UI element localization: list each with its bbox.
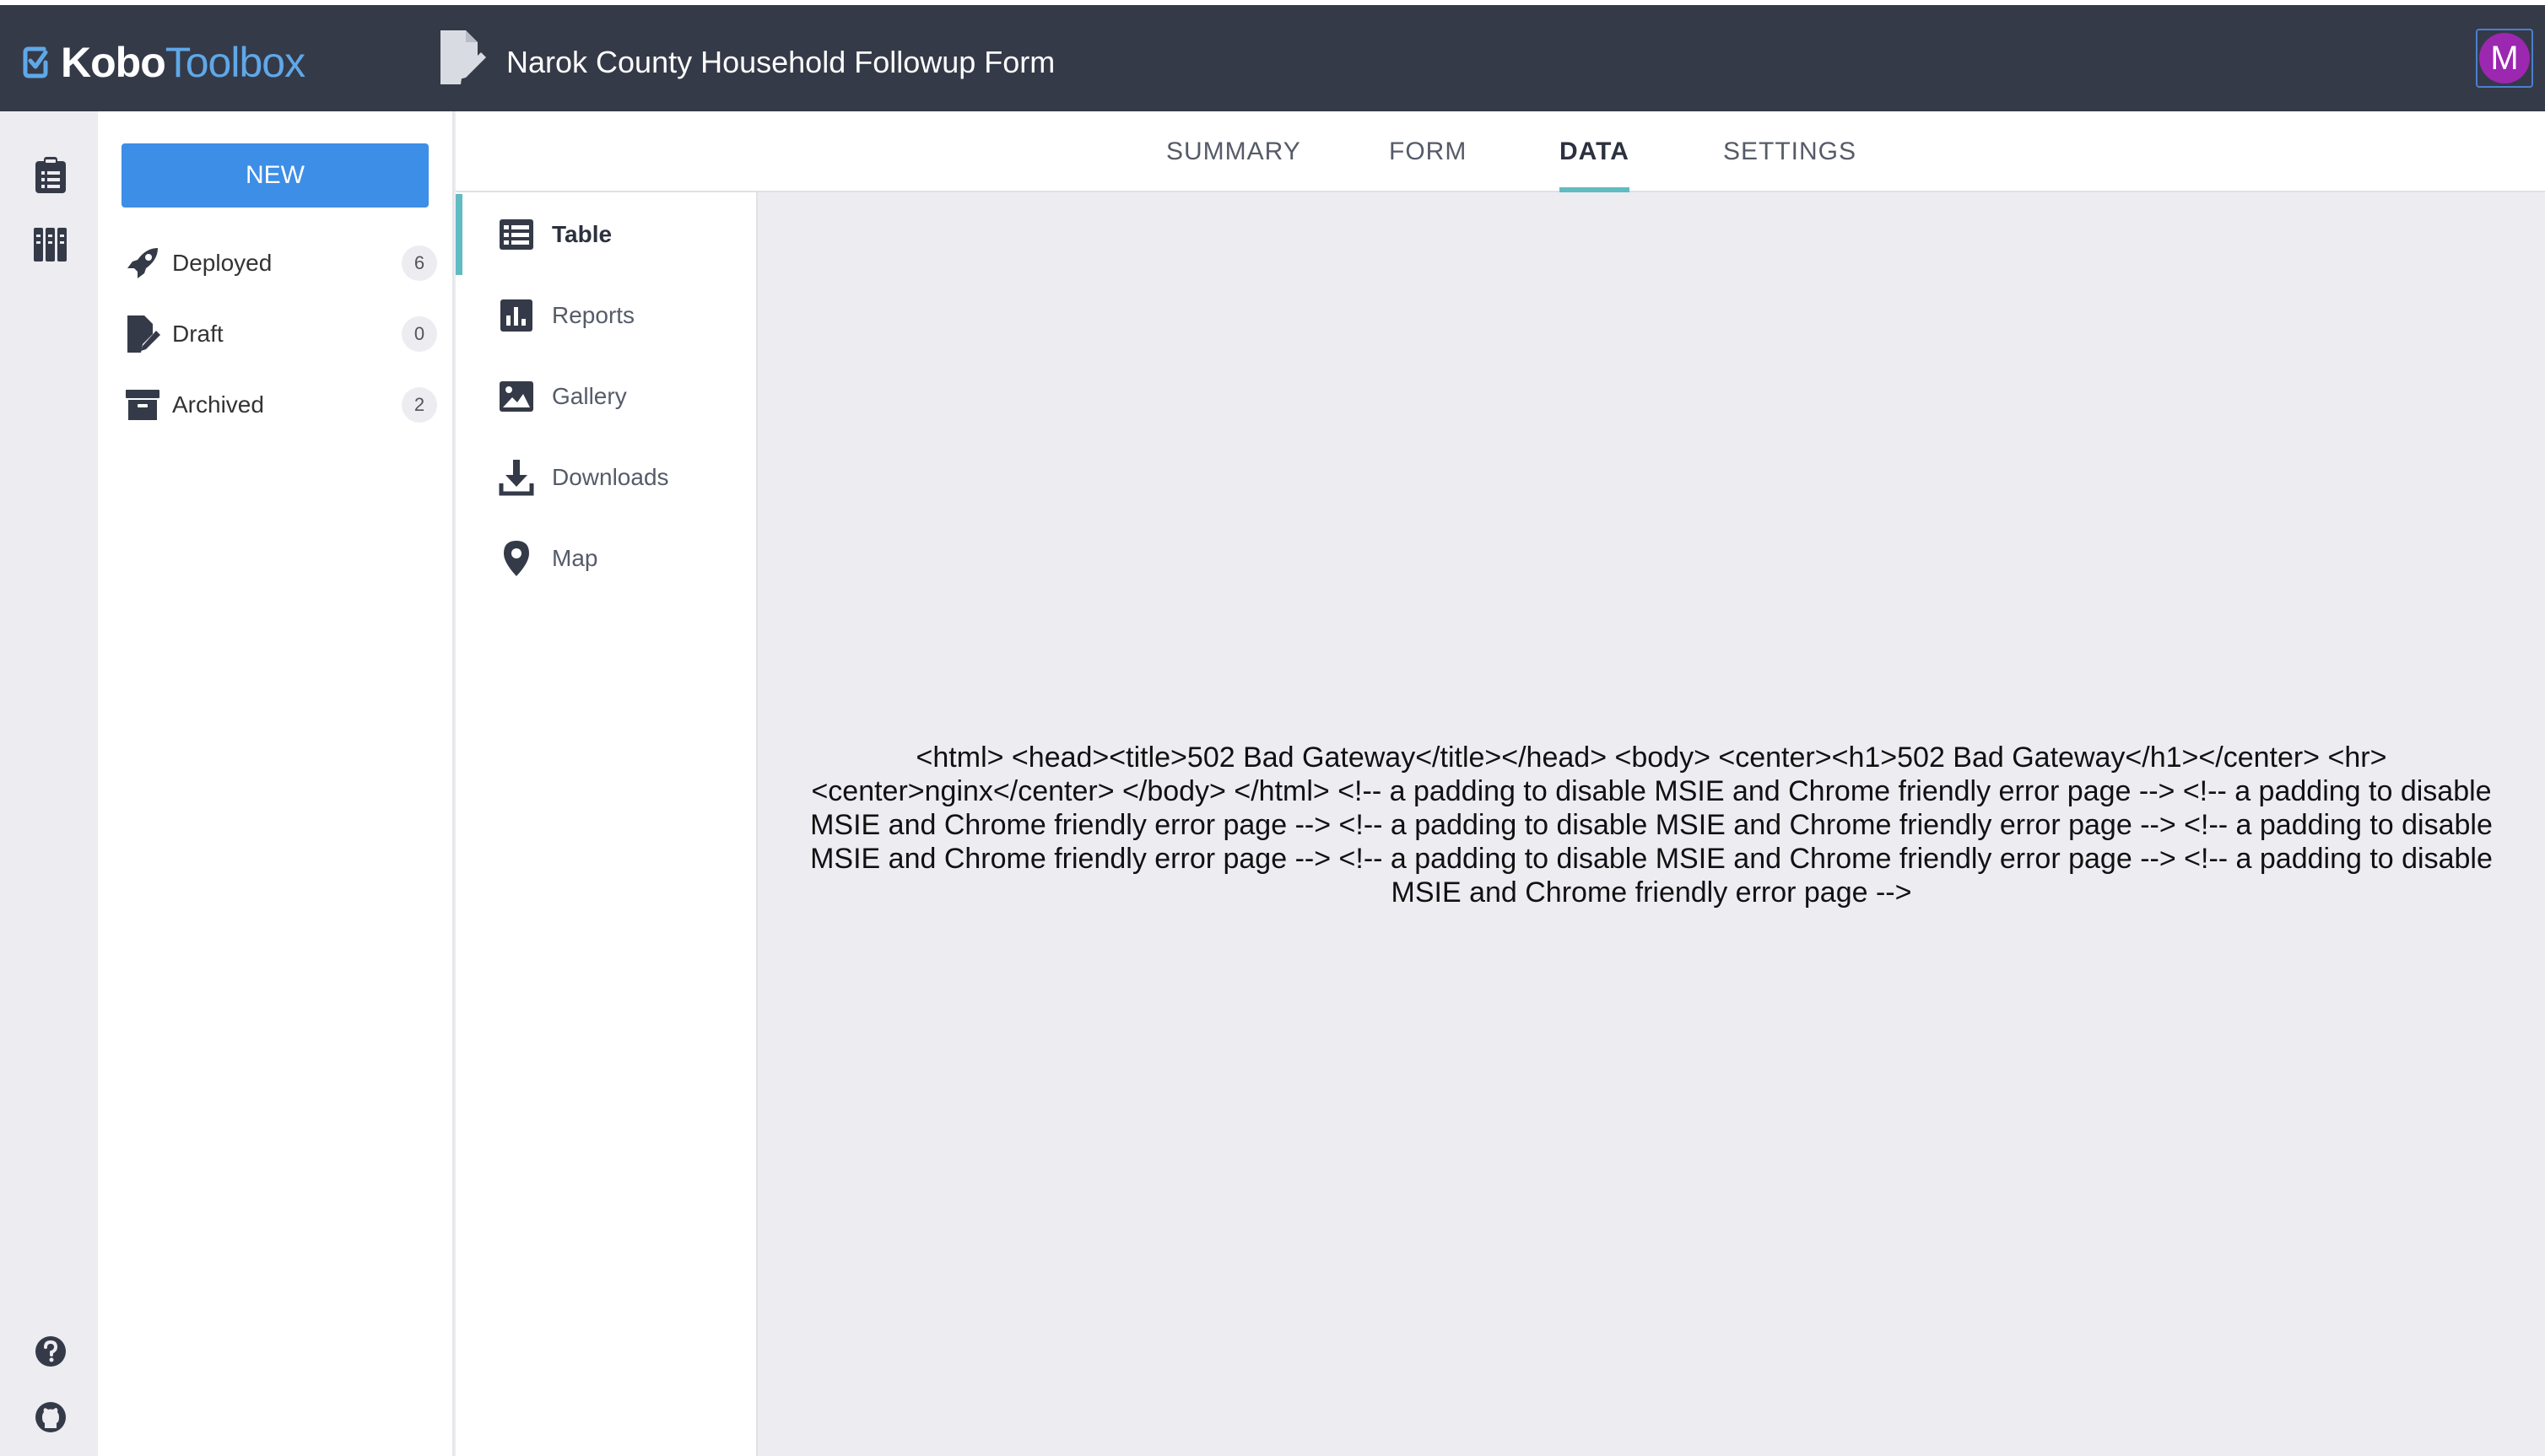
sidebar-item-draft[interactable]: [122, 309, 437, 359]
form-edit-icon: [435, 27, 488, 88]
sidebar-item-label: Draft: [172, 321, 224, 347]
sidebar-item-label: Deployed: [172, 250, 273, 276]
logo-check-icon: [22, 42, 49, 83]
count-badge: 2: [402, 387, 437, 423]
subnav-label: Table: [552, 221, 613, 247]
project-tabs: [456, 111, 2545, 192]
subnav-label: Reports: [552, 302, 635, 328]
count-badge: 0: [402, 316, 437, 352]
logo-text-kobo: Kobo: [61, 39, 165, 86]
subnav-label: Downloads: [552, 464, 669, 490]
avatar: M: [2479, 33, 2530, 84]
subnav-item-table[interactable]: [456, 194, 756, 275]
sidebar-item-deployed[interactable]: [122, 238, 437, 289]
tab-data[interactable]: DATA: [1559, 111, 1629, 192]
draft-icon: [122, 313, 164, 355]
download-icon: [496, 457, 537, 498]
kobotoolbox-logo[interactable]: [22, 37, 305, 88]
subnav-label: Map: [552, 545, 598, 571]
logo-text-toolbox: Toolbox: [165, 39, 305, 86]
subnav-label: Gallery: [552, 383, 627, 409]
library-icon[interactable]: [32, 224, 69, 265]
data-subnav: [456, 192, 758, 1456]
subnav-item-map[interactable]: [456, 518, 756, 599]
account-menu-button[interactable]: [2476, 29, 2533, 88]
github-icon[interactable]: [32, 1397, 69, 1437]
sidebar-item-archived[interactable]: [122, 380, 437, 430]
top-header: [0, 5, 2545, 111]
tab-form[interactable]: FORM: [1389, 138, 1467, 165]
subnav-item-reports[interactable]: [456, 275, 756, 356]
tab-settings[interactable]: SETTINGS: [1723, 138, 1857, 165]
form-title: Narok County Household Followup Form: [506, 45, 1056, 79]
table-icon: [496, 214, 537, 255]
subnav-item-downloads[interactable]: [456, 437, 756, 518]
new-project-button[interactable]: NEW: [122, 143, 429, 208]
map-pin-icon: [496, 538, 537, 579]
count-badge: 6: [402, 245, 437, 281]
error-message: <html> <head><title>502 Bad Gateway</title></head> <body> <center><h1>502 Bad Gateway</h1></center> <hr> <center>nginx</center> </body> </html> <!-- a padding to disable MSIE and Chrome friendly error page --> <!-- a padding to disable MSIE and Chrome friendly error page --> <!-- a padding to disable MSIE and Chrome friendly error page --> <!-- a padding to disable MSIE and Chrome friendly error page --> <!-- a padding to disable MSIE and Chrome friendly error page --> <!-- a padding to disable MSIE and Chrome friendly error page -->: [810, 741, 2493, 909]
data-content-area: [758, 192, 2545, 1456]
rocket-icon: [122, 242, 164, 284]
sidebar-item-label: Archived: [172, 391, 264, 418]
tab-summary[interactable]: SUMMARY: [1166, 138, 1301, 165]
archive-icon: [122, 384, 164, 426]
project-sidebar: [98, 111, 454, 1456]
clipboard-icon[interactable]: [32, 155, 69, 196]
reports-icon: [496, 295, 537, 336]
help-icon[interactable]: [32, 1331, 69, 1372]
icon-rail: [0, 111, 98, 1456]
subnav-item-gallery[interactable]: [456, 356, 756, 437]
gallery-icon: [496, 376, 537, 417]
